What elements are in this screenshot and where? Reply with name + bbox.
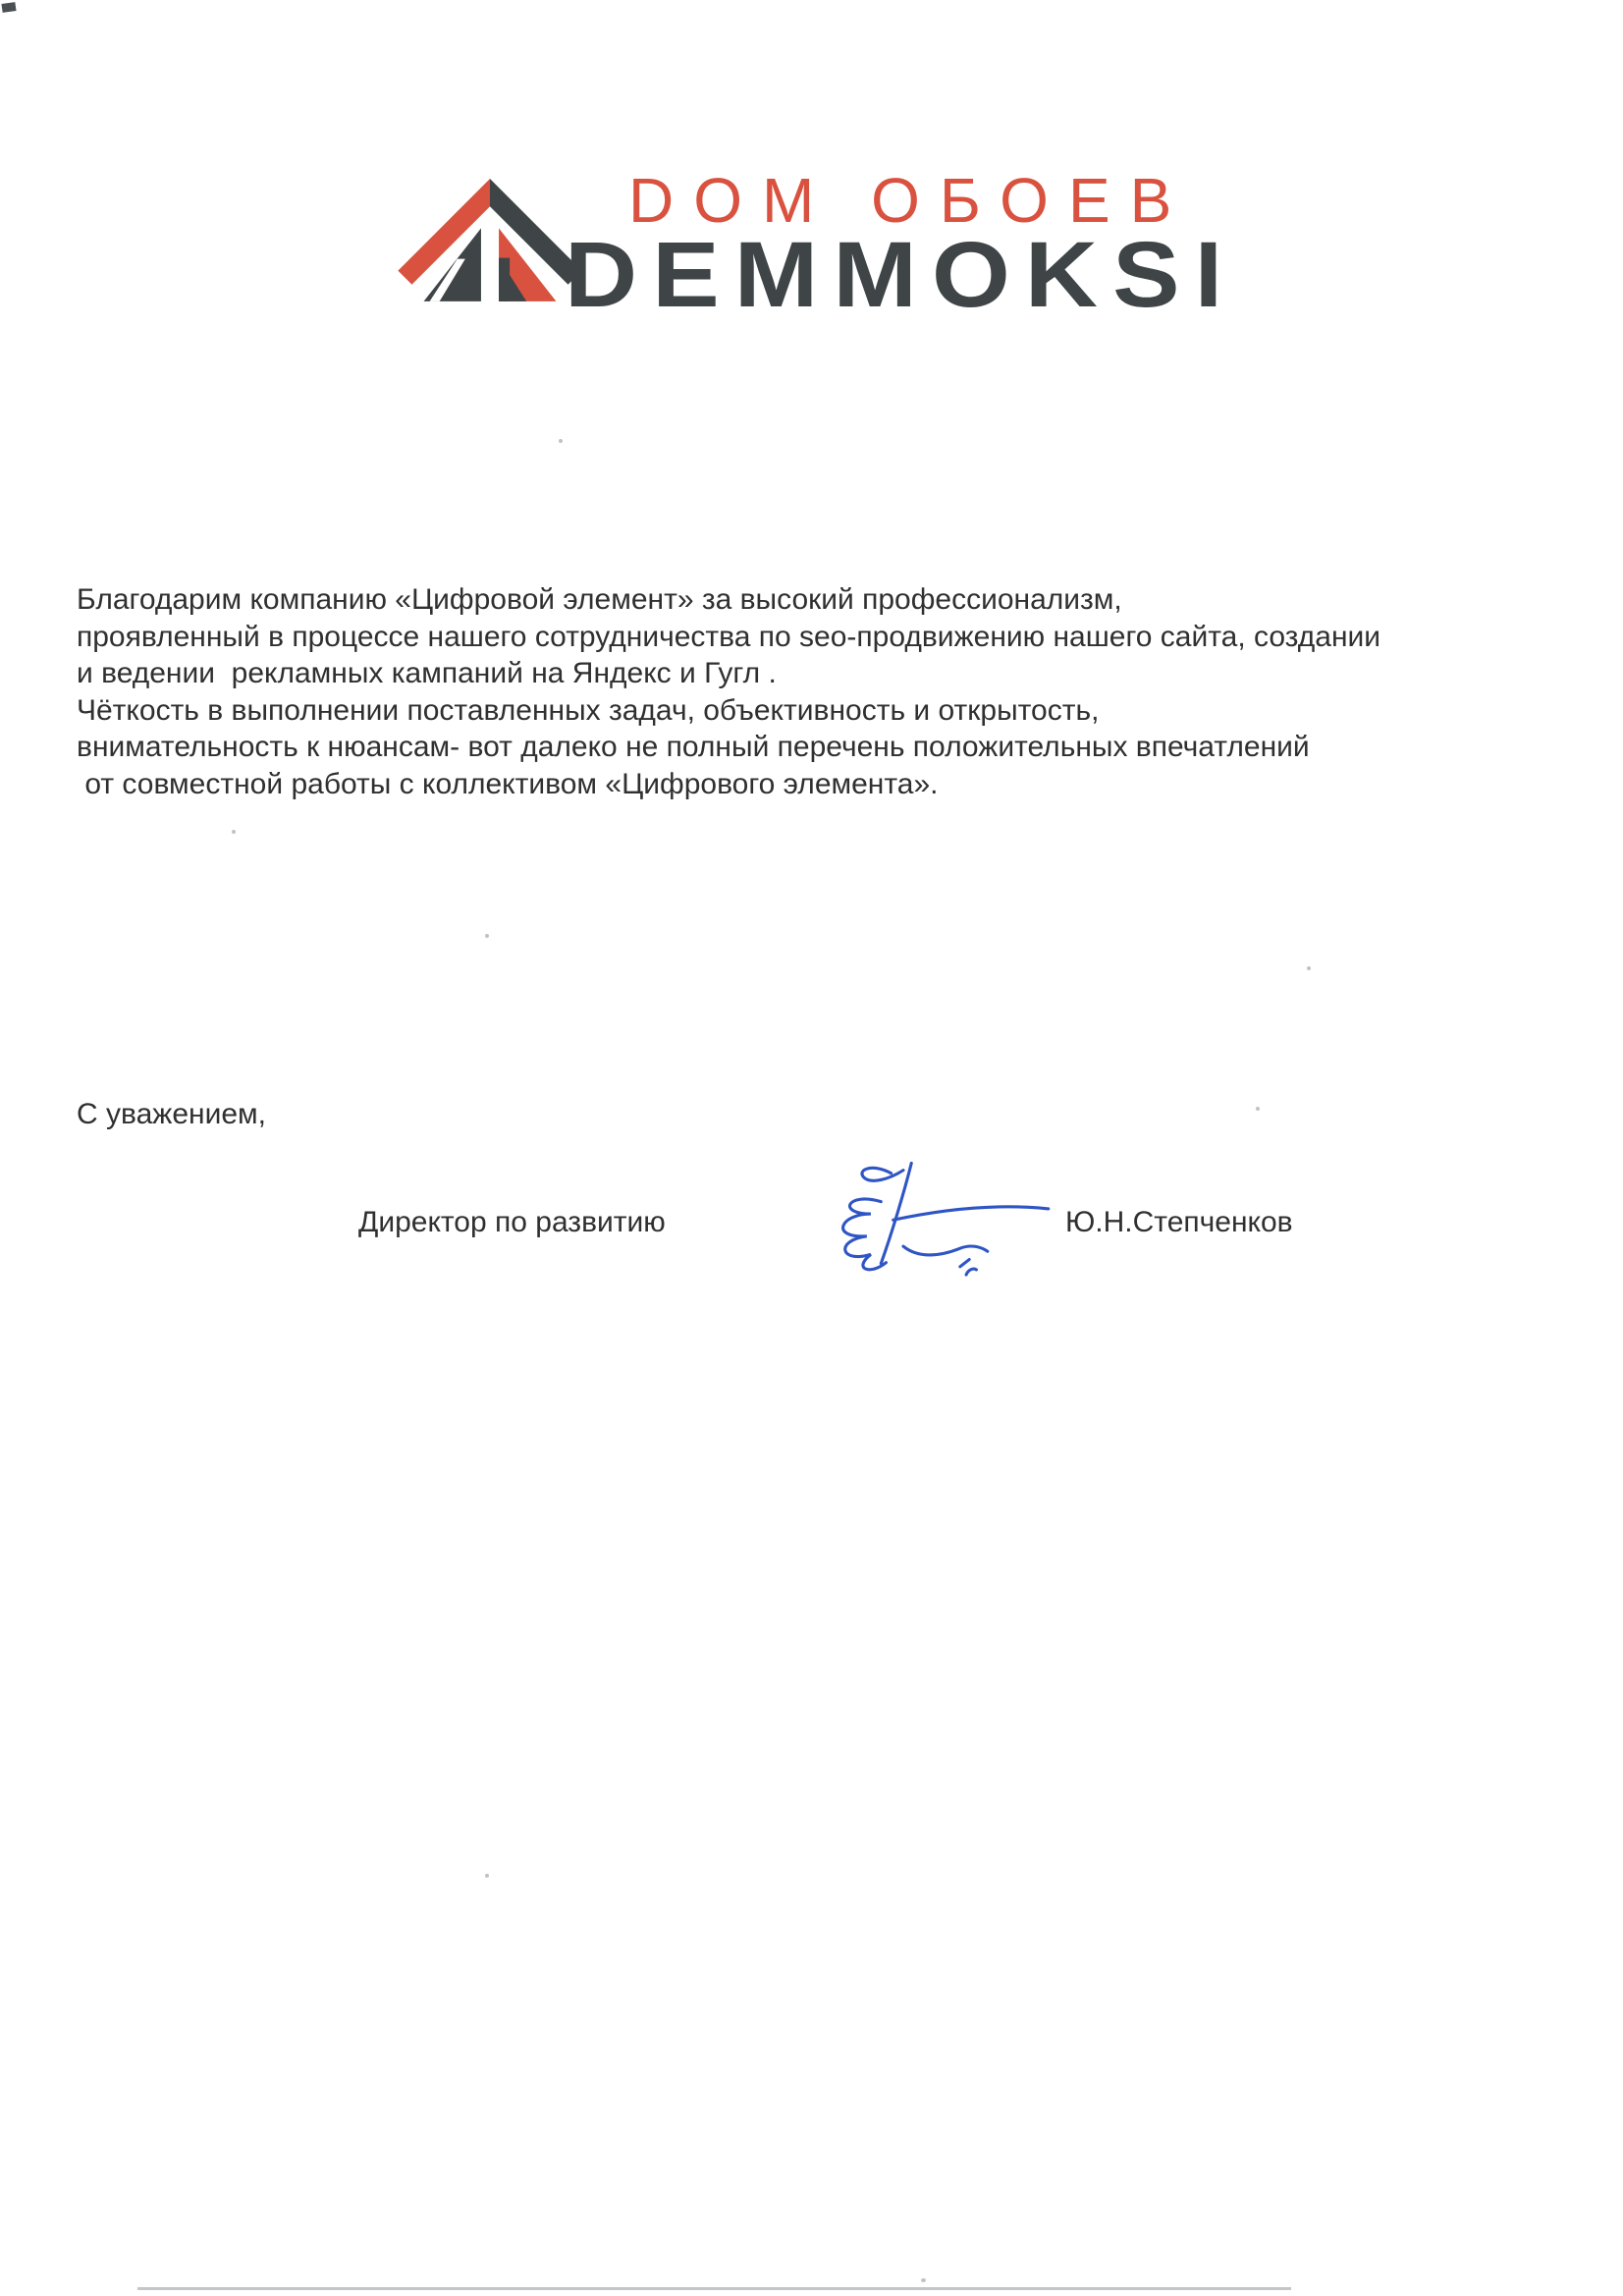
- brand-line-dom-oboev: DOM ОБОЕВ: [628, 165, 1192, 236]
- body-line: Чёткость в выполнении поставленных задач, объективность и открытость,: [77, 693, 1100, 727]
- scan-speck: [921, 2278, 926, 2282]
- house-logo-icon: [396, 175, 584, 318]
- handwritten-signature: [751, 1161, 1055, 1293]
- body-line: Благодарим компанию «Цифровой элемент» за высокий профессионализм,: [77, 583, 1122, 616]
- body-line: и ведении рекламных кампаний на Яндекс и Гугл .: [77, 657, 777, 690]
- scan-speck: [232, 830, 236, 834]
- scan-edge-line: [137, 2287, 1291, 2290]
- scan-speck: [485, 1874, 489, 1878]
- brand-line-demmoksi: DEMMOKSI: [565, 223, 1238, 327]
- body-line: внимательность к нюансам- вот далеко не полный перечень положительных впечатлений: [77, 731, 1310, 764]
- scan-speck: [485, 934, 489, 938]
- signer-title: Директор по развитию: [358, 1206, 666, 1238]
- body-line: проявленный в процессе нашего сотрудничества по seo-продвижению нашего сайта, создании: [77, 620, 1381, 653]
- scan-speck: [1307, 966, 1311, 970]
- signer-name: Ю.Н.Степченков: [1065, 1206, 1293, 1238]
- body-line: от совместной работы с коллективом «Цифрового элемента».: [77, 767, 939, 800]
- scan-speck: [559, 439, 563, 443]
- scan-artifact: [1, 2, 16, 13]
- letter-body: [77, 581, 1589, 803]
- scan-speck: [1256, 1107, 1260, 1111]
- salutation: С уважением,: [77, 1098, 267, 1130]
